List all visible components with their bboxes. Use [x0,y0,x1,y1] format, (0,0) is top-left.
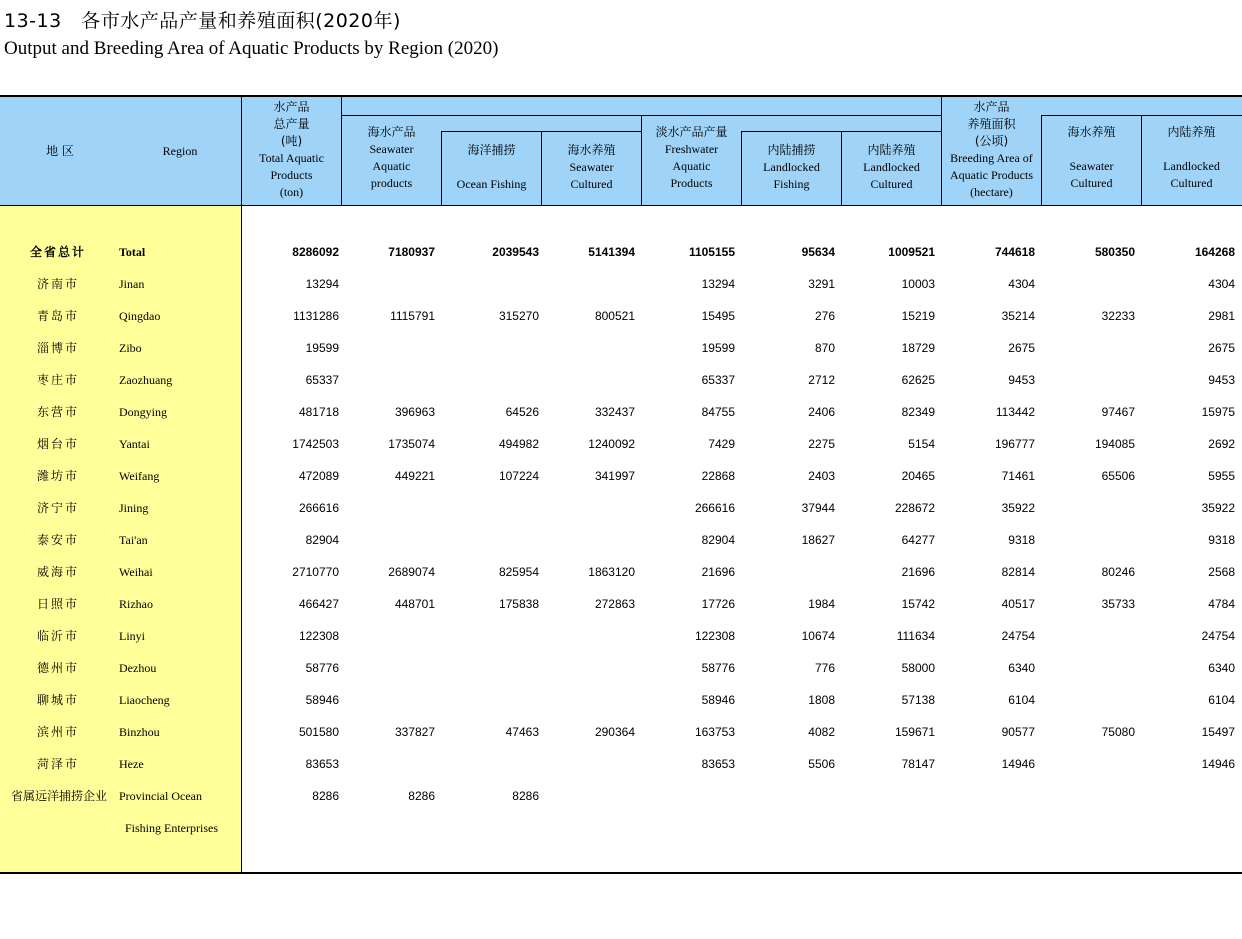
table-cell: 97467 [1101,405,1135,419]
table-cell: 65337 [305,373,339,387]
region-name-en: Heze [119,757,144,771]
table-cell: 1742503 [292,437,339,451]
table-cell: 1808 [808,693,835,707]
table-cell: 18627 [801,533,835,547]
table-cell: 15497 [1201,725,1235,739]
table-cell: 776 [814,661,835,675]
header-divider [841,131,842,205]
table-cell: 4304 [1008,277,1035,291]
table-cell: 82904 [701,533,735,547]
table-cell: 5141394 [588,245,635,259]
region-name-cn: 菏泽市 [36,757,79,771]
table-cell: 2568 [1208,565,1235,579]
table-cell: 20465 [901,469,935,483]
table-cell: 8286 [408,789,435,803]
header-freshwater: 淡水产品产量 Freshwater Aquatic Products [655,125,728,190]
table-cell: 2981 [1208,309,1235,323]
table-cell: 1735074 [388,437,435,451]
table-cell: 396963 [394,405,435,419]
table-cell: 83653 [305,757,339,771]
table-cell: 14946 [1001,757,1035,771]
table-cell: 78147 [901,757,935,771]
table-cell: 58000 [901,661,935,675]
header-divider [1141,115,1142,205]
table-cell: 75080 [1101,725,1135,739]
table-cell: 2403 [808,469,835,483]
region-name-cn: 全省总计 [29,245,86,259]
table-cell: 17726 [701,597,735,611]
table-row [0,594,1242,626]
table-row [0,754,1242,786]
region-name-cn: 德州市 [36,661,79,675]
table-cell: 8286 [312,789,339,803]
region-name-en: Qingdao [119,309,161,323]
table-cell: 3291 [808,277,835,291]
header-divider [541,131,542,205]
table-cell: 1984 [808,597,835,611]
table-cell: 341997 [594,469,635,483]
region-name-en: Provincial Ocean [119,789,202,803]
table-cell: 9318 [1008,533,1035,547]
table-cell: 107224 [498,469,539,483]
table-cell: 196777 [994,437,1035,451]
table-cell: 62625 [901,373,935,387]
table-cell: 18729 [901,341,935,355]
table-cell: 4784 [1208,597,1235,611]
table-cell: 64277 [901,533,935,547]
region-name-cn: 潍坊市 [36,469,79,483]
table-cell: 800521 [594,309,635,323]
table-cell: 5506 [808,757,835,771]
header-ocean-fishing: 海洋捕捞 Ocean Fishing [456,143,527,191]
table-header [0,95,1242,206]
table-cell: 113442 [995,405,1035,419]
region-name-en: Jinan [119,277,145,291]
table-cell: 15742 [901,597,935,611]
region-name-en: Liaocheng [119,693,170,707]
table-cell: 64526 [505,405,539,419]
table-cell: 332437 [594,405,635,419]
header-divider [941,97,942,205]
region-name-cn: 泰安市 [36,533,79,547]
table-cell: 175838 [498,597,539,611]
table-row [0,370,1242,402]
table-cell: 1009521 [888,245,935,259]
table-cell: 290364 [594,725,635,739]
table-cell: 6104 [1008,693,1035,707]
table-cell: 825954 [498,565,539,579]
table-cell: 164268 [1194,245,1235,259]
region-name-en: Linyi [119,629,145,643]
table-cell: 9318 [1208,533,1235,547]
table-row [0,402,1242,434]
header-divider [641,115,642,205]
table-cell: 1105155 [688,245,735,259]
table-row [0,274,1242,306]
table-cell: 5154 [908,437,935,451]
table-cell: 466427 [298,597,339,611]
table-cell: 5955 [1208,469,1235,483]
table-cell: 4082 [808,725,835,739]
table-row [0,466,1242,498]
table-cell: 7429 [708,437,735,451]
table-cell: 472089 [298,469,339,483]
table-cell: 1115791 [390,309,435,323]
header-landlocked-fishing: 内陆捕捞 Landlocked Fishing [763,143,820,191]
table-cell: 501580 [298,725,339,739]
region-name-cn: 聊城市 [36,693,79,707]
table-cell: 22868 [701,469,735,483]
table-cell: 9453 [1008,373,1035,387]
table-cell: 82814 [1001,565,1035,579]
table-cell: 744618 [994,245,1035,259]
table-cell: 95634 [801,245,835,259]
region-name-cn: 滨州市 [36,725,79,739]
table-row [0,434,1242,466]
table-cell: 9453 [1208,373,1235,387]
table-cell: 2692 [1208,437,1235,451]
table-cell: 2406 [808,405,835,419]
header-seawater-cultured: 海水养殖 Seawater Cultured [567,143,616,191]
table-cell: 4304 [1208,277,1235,291]
table-cell: 315270 [498,309,539,323]
table-cell: 2039543 [492,245,539,259]
header-total-output: 水产品 总产量 (吨) Total Aquatic Products (ton) [259,100,324,199]
region-name-cn: 枣庄市 [36,373,79,387]
table-cell: 58776 [305,661,339,675]
region-name-en: Zibo [119,341,142,355]
region-name-en: Tai'an [119,533,148,547]
table-row [0,722,1242,754]
table-cell: 10003 [901,277,935,291]
table-row [0,530,1242,562]
region-name-cn: 省属远洋捕捞企业 [10,789,107,803]
table-cell: 159671 [894,725,935,739]
header-divider [341,97,342,205]
table-cell: 1240092 [588,437,635,451]
region-name-en-continuation: Fishing Enterprises [125,821,218,835]
table-cell: 6340 [1208,661,1235,675]
table-row [0,498,1242,530]
header-seawater: 海水产品 Seawater Aquatic products [367,125,416,190]
header-rule-upper-right [1042,115,1242,116]
table-cell: 228672 [894,501,935,515]
table-cell: 2675 [1008,341,1035,355]
table-cell: 15975 [1201,405,1235,419]
table-cell: 494982 [498,437,539,451]
table-cell: 13294 [305,277,339,291]
table-cell: 71461 [1001,469,1035,483]
region-name-cn: 济宁市 [36,501,79,515]
region-name-en: Yantai [119,437,150,451]
table-cell: 15219 [901,309,935,323]
region-name-en: Dongying [119,405,167,419]
table-cell: 448701 [394,597,435,611]
region-name-cn: 烟台市 [36,437,79,451]
table-cell: 2712 [808,373,835,387]
header-divider [1041,115,1042,205]
region-name-cn: 日照市 [36,597,79,611]
table-row [0,562,1242,594]
header-area-seawater: 海水养殖 Seawater Cultured [1067,125,1116,190]
region-name-en: Binzhou [119,725,160,739]
table-cell: 1863120 [588,565,635,579]
table-cell: 2710770 [292,565,339,579]
table-cell: 65506 [1101,469,1135,483]
header-area-landlocked: 内陆养殖 Landlocked Cultured [1163,125,1220,190]
table-cell: 13294 [701,277,735,291]
table-cell: 15495 [701,309,735,323]
table-cell: 47463 [505,725,539,739]
table-row [0,338,1242,370]
table-cell: 2275 [808,437,835,451]
header-breeding-area: 水产品 养殖面积 (公顷) Breeding Area of Aquatic Products (hectare) [950,100,1033,199]
table-cell: 870 [814,341,835,355]
header-landlocked-cultured: 内陆养殖 Landlocked Cultured [863,143,920,191]
table-cell: 266616 [694,501,735,515]
table-cell: 82349 [901,405,935,419]
table-row [0,690,1242,722]
region-name-en: Rizhao [119,597,153,611]
table-cell: 8286 [512,789,539,803]
table-cell: 58946 [701,693,735,707]
table-cell: 580350 [1094,245,1135,259]
table-cell: 21696 [901,565,935,579]
region-name-cn: 临沂市 [36,629,79,643]
table-cell: 2675 [1208,341,1235,355]
table-cell: 58946 [305,693,339,707]
region-name-cn: 青岛市 [36,309,79,323]
table-cell: 481718 [298,405,339,419]
table-cell: 272863 [594,597,635,611]
table-cell: 449221 [394,469,435,483]
table-cell: 14946 [1201,757,1235,771]
table-cell: 35922 [1001,501,1035,515]
table-cell: 194085 [1094,437,1135,451]
table-row [0,786,1242,818]
table-cell: 58776 [701,661,735,675]
table-row [0,658,1242,690]
table-cell: 122308 [694,629,735,643]
table-cell: 35922 [1201,501,1235,515]
table-cell: 2689074 [388,565,435,579]
table-cell: 32233 [1101,309,1135,323]
table-cell: 276 [814,309,835,323]
page-title-cn: 13-13 各市水产品产量和养殖面积(2020年) [4,10,401,32]
table-row [0,306,1242,338]
table-cell: 35214 [1001,309,1035,323]
region-name-en: Zaozhuang [119,373,173,387]
table-cell: 163753 [694,725,735,739]
header-region-cn: 地 区 [46,144,74,158]
table-cell: 90577 [1001,725,1035,739]
region-name-cn: 东营市 [36,405,79,419]
header-region-en: Region [162,144,198,158]
table-cell: 337827 [394,725,435,739]
table-cell: 19599 [305,341,339,355]
table-cell: 1131286 [293,309,339,323]
table-cell: 57138 [901,693,935,707]
region-name-en: Weihai [119,565,153,579]
table-cell: 40517 [1001,597,1035,611]
table-cell: 37944 [801,501,835,515]
table-cell: 80246 [1101,565,1135,579]
table-bottom-rule [0,872,1242,874]
table-cell: 24754 [1001,629,1035,643]
page-title-en: Output and Breeding Area of Aquatic Products by Region (2020) [4,38,499,59]
table-cell: 21696 [701,565,735,579]
table-cell: 82904 [305,533,339,547]
header-divider [441,131,442,205]
region-name-en: Dezhou [119,661,157,675]
table-cell: 65337 [701,373,735,387]
table-cell: 111634 [896,629,935,643]
table-cell: 84755 [701,405,735,419]
table-row-total [0,242,1242,274]
table-cell: 122308 [298,629,339,643]
region-name-cn: 淄博市 [36,341,79,355]
header-divider [741,131,742,205]
table-cell: 266616 [298,501,339,515]
table-cell: 24754 [1201,629,1235,643]
table-row [0,626,1242,658]
table-cell: 7180937 [388,245,435,259]
table-cell: 10674 [801,629,835,643]
table-cell: 35733 [1101,597,1135,611]
region-name-cn: 济南市 [36,277,79,291]
table-cell: 19599 [701,341,735,355]
table-cell: 6340 [1008,661,1035,675]
table-cell: 83653 [701,757,735,771]
table-cell: 6104 [1208,693,1235,707]
table-cell: 8286092 [292,245,339,259]
region-name-en: Weifang [119,469,160,483]
table-row-continuation [0,818,1242,850]
region-name-en: Jining [119,501,149,515]
region-name-cn: 威海市 [36,565,79,579]
region-name-en: Total [119,245,146,259]
